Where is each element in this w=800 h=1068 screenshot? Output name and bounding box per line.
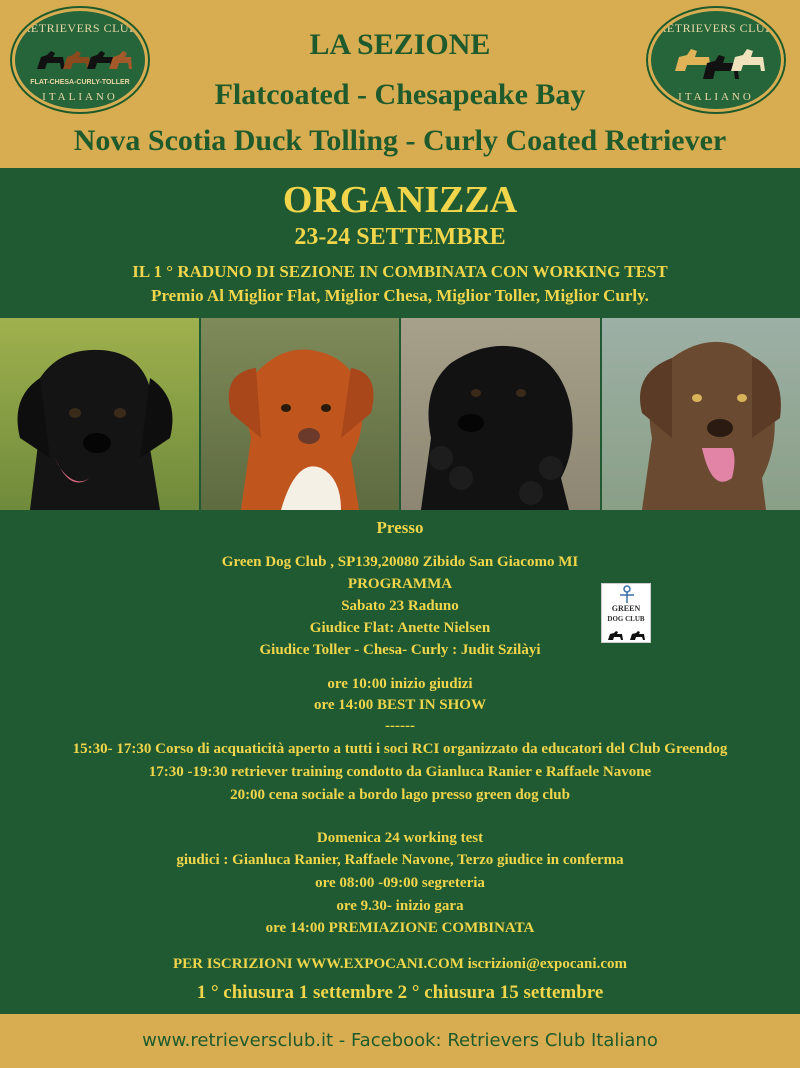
gdc-logo-line1: GREEN	[611, 604, 641, 613]
domenica-text: Domenica 24 working test	[316, 830, 484, 846]
giudici-text: giudici : Gianluca Ranier, Raffaele Navone, Terzo giudice in conferma	[176, 852, 624, 868]
organizza-heading: ORGANIZZA	[282, 179, 518, 221]
flatcoated-dog-photo	[0, 318, 199, 510]
iscrizioni-text: PER ISCRIZIONI WWW.EXPOCANI.COM iscrizioni@expocani.com	[173, 956, 627, 972]
section-title: LA SEZIONE	[309, 28, 491, 61]
breeds-line-2: Nova Scotia Duck Tolling - Curly Coated Retriever	[73, 124, 727, 157]
logo-left-breeds-text: FLAT-CHESA-CURLY-TOLLER	[30, 79, 130, 86]
corso-text: 15:30- 17:30 Corso di acquaticità aperto a tutti i soci RCI organizzato da educatori del Club Greendog	[72, 741, 728, 757]
giudice-others-text: Giudice Toller - Chesa- Curly : Judit Szilàyi	[259, 642, 541, 658]
event-date: 23-24 SETTEMBRE	[294, 224, 506, 250]
cena-text: 20:00 cena sociale a bordo lago presso green dog club	[230, 787, 570, 803]
premiazione-text: ore 14:00 PREMIAZIONE COMBINATA	[265, 920, 535, 936]
training-text: 17:30 -19:30 retriever training condotto da Gianluca Ranier e Raffaele Navone	[148, 764, 652, 780]
chesapeake-dog-photo	[600, 318, 800, 510]
segreteria-text: ore 08:00 -09:00 segreteria	[315, 875, 485, 891]
anchor-icon	[602, 584, 652, 604]
curly-dog-photo	[399, 318, 600, 510]
dog-photo-strip	[0, 318, 800, 510]
gara-text: ore 9.30- inizio gara	[336, 898, 464, 914]
ore-1000-text: ore 10:00 inizio giudizi	[327, 676, 473, 692]
dogs-icon	[602, 630, 652, 642]
sabato-text: Sabato 23 Raduno	[341, 598, 459, 614]
footer-links-text: www.retrieversclub.it - Facebook: Retrievers Club Italiano	[142, 1030, 658, 1051]
location-text: Green Dog Club , SP139,20080 Zibido San Giacomo MI	[221, 554, 579, 570]
raduno-description: IL 1 ° RADUNO DI SEZIONE IN COMBINATA CON WORKING TEST	[132, 262, 668, 281]
chiusura-text: 1 ° chiusura 1 settembre 2 ° chiusura 15 settembre	[196, 982, 604, 1003]
logo-left-bottom-text: ITALIANO	[42, 91, 118, 103]
ore-1400-text: ore 14:00 BEST IN SHOW	[314, 697, 486, 713]
logo-right-top-text: RETRIEVERS CLUB	[658, 21, 774, 35]
breeds-line-1: Flatcoated - Chesapeake Bay	[214, 78, 586, 111]
toller-dog-photo	[199, 318, 400, 510]
green-dog-club-logo	[601, 583, 651, 643]
programma-heading: PROGRAMMA	[347, 576, 453, 592]
presso-heading: Presso	[376, 518, 424, 537]
logo-right-bottom-text: ITALIANO	[678, 91, 754, 103]
footer-band	[0, 1014, 800, 1068]
premio-description: Premio Al Miglior Flat, Miglior Chesa, Miglior Toller, Miglior Curly.	[151, 286, 649, 305]
giudice-flat-text: Giudice Flat: Anette Nielsen	[309, 620, 491, 636]
gdc-logo-line2: DOG CLUB	[607, 615, 645, 623]
logo-left-top-text: RETRIEVERS CLUB	[22, 21, 138, 35]
divider-text: ------	[385, 718, 415, 734]
